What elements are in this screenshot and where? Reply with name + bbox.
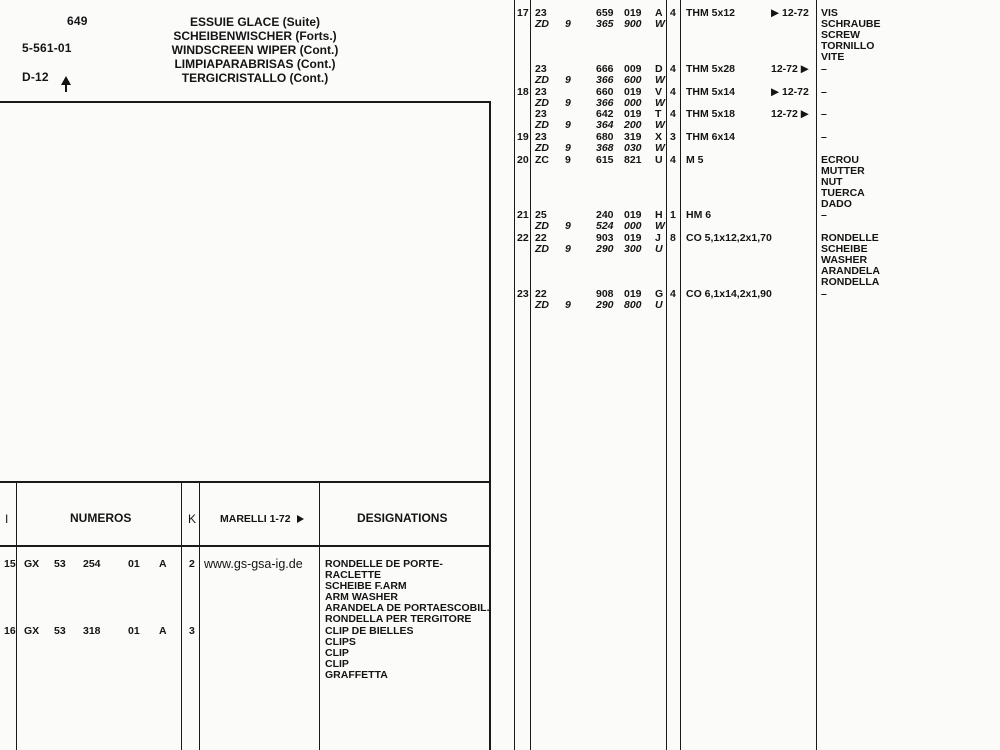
row-16-num-a: 53 (54, 625, 66, 637)
alt-part-number-segment: ZD (535, 74, 549, 86)
alt-part-number-segment: ZD (535, 97, 549, 109)
alt-part-number-segment: 9 (565, 18, 571, 30)
entry-designation: SCHRAUBE (821, 18, 881, 30)
alt-part-number-segment: 9 (565, 142, 571, 154)
part-number-segment: 680 (596, 131, 614, 143)
part-number-segment: 666 (596, 63, 614, 75)
table-header-bottom-border (0, 545, 491, 547)
right-col-divider-5 (816, 0, 817, 750)
part-number-segment: T (655, 108, 662, 120)
entry-index: 22 (517, 232, 529, 244)
entry-index: 20 (517, 154, 529, 166)
part-number-segment: U (655, 154, 663, 166)
part-number-segment: 009 (624, 63, 642, 75)
part-number-segment: G (655, 288, 664, 300)
alt-part-number-segment: ZD (535, 243, 549, 255)
row-15-num-d: A (159, 558, 167, 570)
part-number-segment: 25 (535, 209, 547, 221)
alt-part-number-segment: 290 (596, 299, 614, 311)
entry-specification: CO 5,1x12,2x1,70 (686, 232, 772, 244)
col-divider-numeros (181, 481, 182, 750)
entry-specification: THM 5x18 (686, 108, 736, 120)
row-15-index: 15 (4, 558, 16, 570)
entry-designation: ECROU (821, 154, 859, 166)
part-number-segment: X (655, 131, 663, 143)
alt-part-number-segment: ZD (535, 220, 549, 232)
part-number-segment: 821 (624, 154, 642, 166)
section-reference: 5-561-01 (22, 41, 72, 55)
title-it: TERGICRISTALLO (Cont.) (181, 71, 329, 85)
entry-specification: THM 6x14 (686, 131, 736, 143)
alt-part-number-segment: 030 (624, 142, 642, 154)
part-number-segment: 903 (596, 232, 614, 244)
row-16-designations (325, 626, 414, 681)
entry-designation: SCHEIBE (821, 243, 868, 255)
part-number-segment: 019 (624, 232, 642, 244)
entry-specification: THM 5x28 (686, 63, 736, 75)
alt-part-number-segment: 9 (565, 220, 571, 232)
entry-specification: HM 6 (686, 209, 712, 221)
title-es: LIMPIAPARABRISAS (Cont.) (174, 57, 336, 71)
website-link[interactable]: www.gs-gsa-ig.de (204, 557, 303, 571)
alt-part-number-segment: 000 (624, 97, 642, 109)
row-15-k: 2 (189, 558, 195, 570)
alt-part-number-segment: 800 (624, 299, 642, 311)
part-number-segment: D (655, 63, 663, 75)
row-16-k: 3 (189, 625, 195, 637)
row-15-designations (325, 559, 490, 625)
alt-part-number-segment: W (655, 18, 665, 30)
entry-designation: WASHER (821, 254, 868, 266)
page-number: 649 (67, 14, 88, 28)
entry-index: 23 (517, 288, 529, 300)
part-number-segment: V (655, 86, 663, 98)
alt-part-number-segment: 600 (624, 74, 642, 86)
alt-part-number-segment: 365 (596, 18, 614, 30)
title-de: SCHEIBENWISCHER (Forts.) (173, 29, 337, 43)
part-number-segment: 23 (535, 63, 547, 75)
group-reference: D-12 (22, 70, 49, 84)
alt-part-number-segment: ZD (535, 142, 549, 154)
section-titles (160, 15, 350, 85)
entry-quantity: 4 (670, 7, 676, 19)
right-col-divider-2 (530, 0, 531, 750)
col-divider-marelli (319, 481, 320, 750)
alt-part-number-segment: ZD (535, 18, 549, 30)
right-col-divider-1 (514, 0, 515, 750)
alt-part-number-segment: U (655, 243, 663, 255)
part-number-segment: 019 (624, 86, 642, 98)
right-col-divider-4 (680, 0, 681, 750)
header-index: I (5, 512, 9, 526)
alt-part-number-segment: ZD (535, 119, 549, 131)
entry-designation: – (821, 108, 827, 120)
up-arrow-icon (61, 76, 71, 85)
entry-specification: M 5 (686, 154, 704, 166)
entry-quantity: 4 (670, 108, 676, 120)
entry-quantity: 8 (670, 232, 676, 244)
entry-designation: VITE (821, 51, 845, 63)
alt-part-number-segment: 366 (596, 97, 614, 109)
entry-index: 18 (517, 86, 529, 98)
entry-designation: – (821, 209, 827, 221)
part-number-segment: 019 (624, 288, 642, 300)
entry-designation: – (821, 63, 827, 75)
entry-index: 19 (517, 131, 529, 143)
col-divider-k (199, 481, 200, 750)
designation-line: RONDELLA PER TERGITORE (325, 613, 472, 625)
row-16-index: 16 (4, 625, 16, 637)
entry-marelli: ▶ 12-72 (771, 86, 809, 98)
alt-part-number-segment: 000 (624, 220, 642, 232)
alt-part-number-segment: 290 (596, 243, 614, 255)
designation-line: RONDELLE DE PORTE- (325, 558, 443, 570)
alt-part-number-segment: 9 (565, 299, 571, 311)
entry-designation: RONDELLA (821, 276, 880, 288)
alt-part-number-segment: 366 (596, 74, 614, 86)
designation-line: CLIP (325, 647, 349, 659)
part-number-segment: 319 (624, 131, 642, 143)
header-designations: DESIGNATIONS (357, 511, 448, 525)
part-number-segment: ZC (535, 154, 549, 166)
entry-quantity: 4 (670, 86, 676, 98)
designation-line: GRAFFETTA (325, 669, 388, 681)
entry-specification: THM 5x12 (686, 7, 736, 19)
part-number-segment: 9 (565, 154, 571, 166)
entry-index: 17 (517, 7, 529, 19)
row-15-num-a: 53 (54, 558, 66, 570)
part-number-segment: 019 (624, 209, 642, 221)
row-16-num-d: A (159, 625, 167, 637)
part-number-segment: 660 (596, 86, 614, 98)
part-number-segment: J (655, 232, 661, 244)
part-number-segment: 22 (535, 232, 547, 244)
entry-quantity: 4 (670, 63, 676, 75)
entry-quantity: 4 (670, 154, 676, 166)
alt-part-number-segment: 9 (565, 97, 571, 109)
alt-part-number-segment: 368 (596, 142, 614, 154)
header-k: K (188, 512, 197, 526)
entry-designation: – (821, 86, 827, 98)
designation-line: ARANDELA DE PORTAESCOBIL. (325, 602, 490, 614)
entry-designation: NUT (821, 176, 843, 188)
row-15-num-c: 01 (128, 558, 140, 570)
alt-part-number-segment: U (655, 299, 663, 311)
entry-designation: TORNILLO (821, 40, 875, 52)
entry-designation: DADO (821, 198, 852, 210)
entry-quantity: 4 (670, 288, 676, 300)
part-number-segment: H (655, 209, 663, 221)
entry-designation: VIS (821, 7, 838, 19)
title-en: WINDSCREEN WIPER (Cont.) (171, 43, 339, 57)
entry-designation: MUTTER (821, 165, 865, 177)
right-triangle-icon (297, 515, 304, 523)
part-number-segment: 22 (535, 288, 547, 300)
entry-specification: CO 6,1x14,2x1,90 (686, 288, 772, 300)
entry-designation: – (821, 288, 827, 300)
entry-quantity: 1 (670, 209, 676, 221)
alt-part-number-segment: 9 (565, 119, 571, 131)
entry-quantity: 3 (670, 131, 676, 143)
alt-part-number-segment: 300 (624, 243, 642, 255)
entry-specification: THM 5x14 (686, 86, 736, 98)
entry-designation: TUERCA (821, 187, 865, 199)
alt-part-number-segment: 9 (565, 243, 571, 255)
header-marelli (220, 513, 304, 525)
row-16-prefix: GX (24, 625, 40, 637)
part-number-segment: A (655, 7, 663, 19)
part-number-segment: 23 (535, 108, 547, 120)
alt-part-number-segment: ZD (535, 299, 549, 311)
alt-part-number-segment: W (655, 119, 665, 131)
alt-part-number-segment: W (655, 74, 665, 86)
right-col-divider-3 (666, 0, 667, 750)
alt-part-number-segment: W (655, 220, 665, 232)
col-divider-index (16, 481, 17, 750)
designation-line: CLIPS (325, 636, 356, 648)
part-number-segment: 642 (596, 108, 614, 120)
entry-marelli: 12-72 ▶ (771, 108, 809, 120)
part-number-segment: 659 (596, 7, 614, 19)
title-fr: ESSUIE GLACE (Suite) (189, 15, 320, 29)
illustration-right-border (489, 101, 491, 483)
entry-marelli: 12-72 ▶ (771, 63, 809, 75)
part-number-segment: 240 (596, 209, 614, 221)
header-numeros: NUMEROS (70, 511, 132, 525)
part-number-segment: 23 (535, 86, 547, 98)
alt-part-number-segment: W (655, 97, 665, 109)
designation-line: SCHEIBE F.ARM (325, 580, 407, 592)
entry-marelli: ▶ 12-72 (771, 7, 809, 19)
row-15-prefix: GX (24, 558, 40, 570)
entry-designation: – (821, 131, 827, 143)
row-15-num-b: 254 (83, 558, 101, 570)
entry-designation: RONDELLE (821, 232, 879, 244)
entry-index: 21 (517, 209, 529, 221)
illustration-top-border (0, 101, 491, 103)
alt-part-number-segment: 900 (624, 18, 642, 30)
entry-designation: SCREW (821, 29, 861, 41)
designation-line: CLIP (325, 658, 349, 670)
alt-part-number-segment: 9 (565, 74, 571, 86)
entry-designation: ARANDELA (821, 265, 880, 277)
part-number-segment: 23 (535, 131, 547, 143)
header-marelli-label: MARELLI 1-72 (220, 513, 291, 525)
row-16-num-b: 318 (83, 625, 101, 637)
alt-part-number-segment: 364 (596, 119, 614, 131)
part-number-segment: 908 (596, 288, 614, 300)
row-16-num-c: 01 (128, 625, 140, 637)
part-number-segment: 615 (596, 154, 614, 166)
designation-line: RACLETTE (325, 569, 381, 581)
part-number-segment: 019 (624, 7, 642, 19)
part-number-segment: 23 (535, 7, 547, 19)
designation-line: CLIP DE BIELLES (325, 625, 414, 637)
alt-part-number-segment: 524 (596, 220, 614, 232)
table-header-top-border (0, 481, 491, 483)
designation-line: ARM WASHER (325, 591, 398, 603)
part-number-segment: 019 (624, 108, 642, 120)
alt-part-number-segment: W (655, 142, 665, 154)
alt-part-number-segment: 200 (624, 119, 642, 131)
